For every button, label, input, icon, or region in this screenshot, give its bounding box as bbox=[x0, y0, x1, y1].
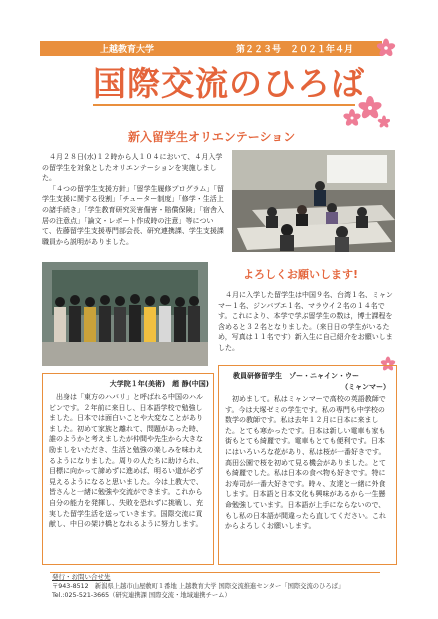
student1-heading: 大学院１年(美術) 趙 静(中国) bbox=[109, 380, 209, 388]
footer-tel: Tel.:025-521-3665（研究連携課 国際交流・地域連携チーム） bbox=[52, 592, 231, 599]
sakura-cluster-icon bbox=[338, 92, 390, 132]
student2-box bbox=[218, 365, 397, 565]
student1-text: 出身は「東方のハバリ」と呼ばれる中国のハルビンです。２年前に来日し、日本語学校で勉強しました。日本では面白いことや大変なことがありました。初めて家族と離れて、問題があった時、誰のようかと考えましたが仲間や先生から大きな励ましをいただき、生活と勉強の楽しみを味わえるようになりました。周りの人たちに助けられ、目標に向かって諦めずに進めば、明るい道が必ず見えるようになると思いました。今は上教大で、皆さんと一緒に勉強や交流ができます。これから自分の能力を発揮し、失敗を恐れずに挑戦し、充実した留学生活を送っていきます。国際交流に貢献し、中日の架け橋となれるように努力します。 bbox=[49, 393, 204, 529]
newsletter-title: 国際交流のひろば bbox=[93, 64, 365, 103]
orientation-photo bbox=[232, 150, 395, 252]
title-underline bbox=[93, 104, 355, 106]
university-name: 上越教育大学 bbox=[100, 45, 155, 55]
group-photo bbox=[42, 262, 208, 366]
group-image bbox=[42, 262, 208, 366]
orientation-paragraph-2: 「４つの留学生支援方針」「留学生履修プログラム」「留学生支援に関する役割」「チューター制度」「修学・生活上の諸手続き」「学生教育研究災害傷害・賠償保険」「宿舎入居の注意点」「論文・レポート作成時の注意」等について、佐藤留学生支援専門部会長、研究連携課、学生支援課職員から説明がありました。 bbox=[42, 184, 224, 246]
footer-label: 発行・お問い合せ先 bbox=[52, 573, 111, 581]
orientation-title: 新入留学生オリエンテーション bbox=[128, 130, 296, 144]
sakura-icon bbox=[376, 38, 396, 58]
header-bar bbox=[40, 41, 382, 56]
student2-text: 初めまして。私はミャンマーで高校の英語教師です。今は大塚ゼミの学生です。私の専門も中学校の数学の教師です。私は去年１２月に日本に来ました。とても寒かったです。日本は新しい電車も家も街もとても綺麗です。電車もとても便利です。日本にはいろいろな花があり、私は桜が一番好きです。高田公園で桜を初めて見る機会がありました。とても綺麗でした。私は日本の食べ物も好きです。特にお寿司が一番大好きです。時々、友達と一緒に外食します。日本語と日本文化も興味があるから一生懸命勉強しています。日本語が上手にならないので、もし私の日本語が間違ったら直してください。これからよろしくお願いします。 bbox=[225, 395, 386, 531]
issue-number: 第２２３号 ２０２１年４月 bbox=[236, 45, 354, 55]
orientation-paragraph-1: ４月２８日(水)１２時から人１０４において、４月入学の留学生を対象としたオリエンテーションを実施しました。 bbox=[42, 153, 223, 183]
orientation-text bbox=[42, 152, 224, 247]
classroom-image bbox=[232, 150, 395, 252]
student1-box bbox=[42, 373, 214, 565]
footer-address: 〒943-8512 新潟県上越市山屋敷町１番地 上越教育大学 国際交流推進センター「国際交流のひろば」 bbox=[52, 583, 345, 590]
student2-heading: 教員研修留学生 ゾー・ニャイン・ウー bbox=[233, 372, 359, 380]
greeting-title: よろしくお願いします! bbox=[243, 268, 359, 281]
greeting-text: ４月に入学した留学生は中国９名、台湾１名、ミャンマー１名、ジンバブエ１名、マラウイ２名の１４名です。これにより、本学で学ぶ留学生の数は，博士課程を含めると３２名となりました。（来日日の学生がいるため，写真は１１名です）新入生に自己紹介をお願いしました。 bbox=[218, 291, 393, 352]
student2-country: （ミャンマー） bbox=[341, 383, 390, 391]
